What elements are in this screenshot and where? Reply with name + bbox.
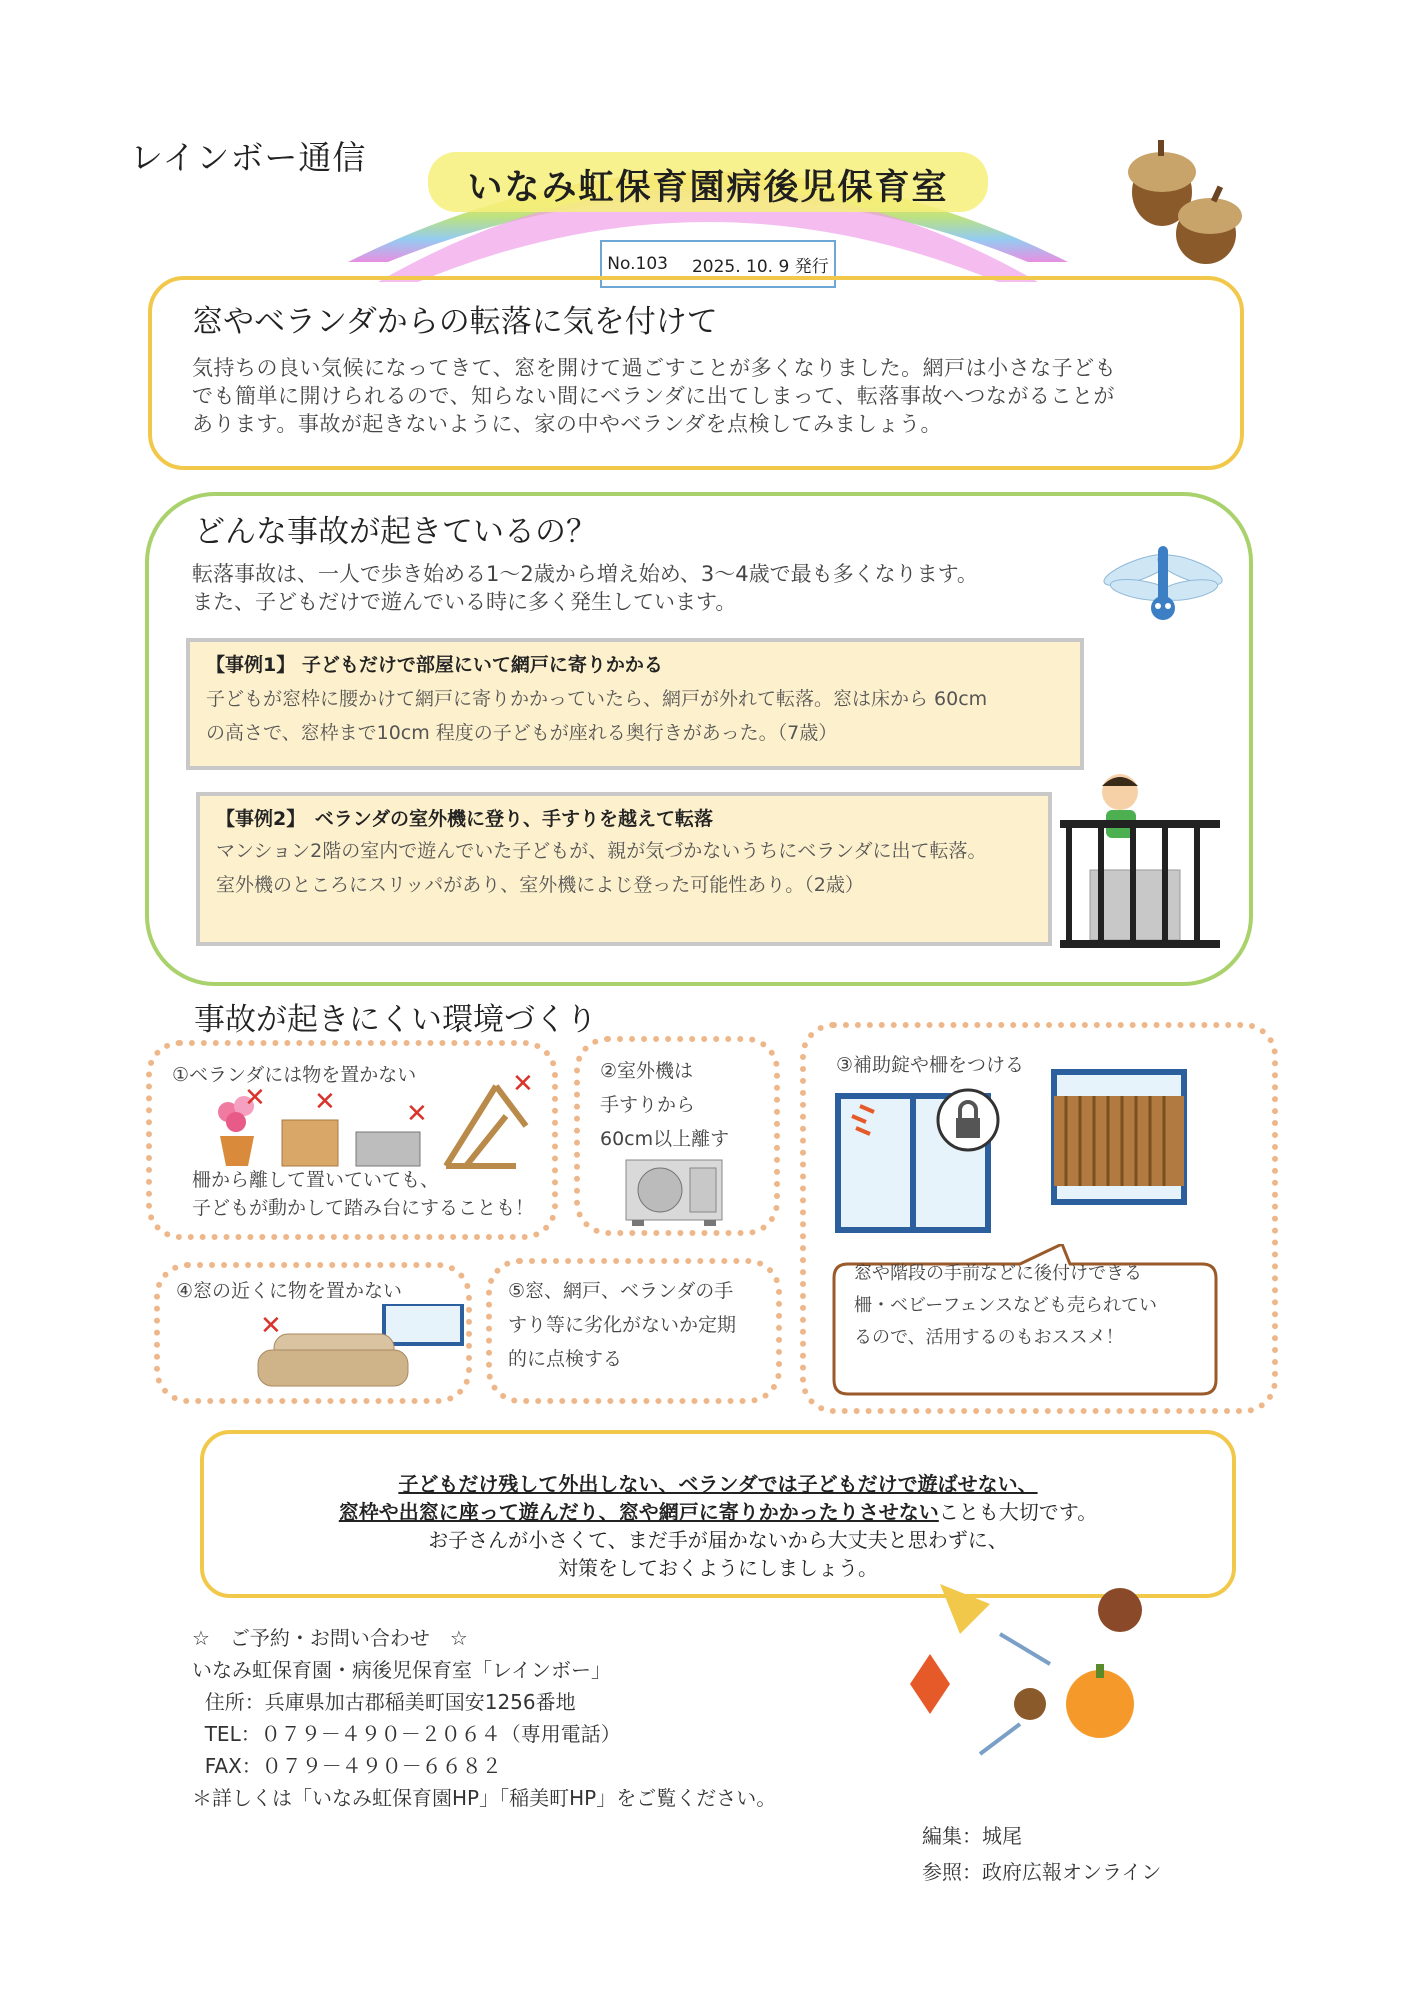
autumn-leaves-icon [880,1574,1210,1774]
case-title: 【事例1】 子どもだけで部屋にいて網戸に寄りかかる [206,654,663,676]
body-line: あります。事故が起きないように、家の中やベランダを点検してみましょう。 [192,412,942,436]
section-title: 事故が起きにくい環境づくり [194,1002,597,1038]
svg-text:✕: ✕ [260,1311,282,1341]
tip-line: すり等に劣化がないか定期 [508,1314,737,1336]
outdoor-unit-icon [624,1158,724,1228]
message-line [200,1498,1236,1526]
bubble-line: 窓や階段の手前などに後付けできる [854,1263,1142,1284]
issue-number: No.103 [607,254,668,274]
message-text [200,1470,1236,1582]
editor: 編集：城尾 [922,1824,1022,1848]
tip-note [192,1166,534,1222]
tip-title: ①ベランダには物を置かない [172,1064,417,1086]
contact-heading: ☆ ご予約・お問い合わせ ☆ [192,1626,468,1650]
window-lock-and-gate-icon [832,1066,1200,1236]
tip-text [508,1274,768,1376]
message-underlined: 窓枠や出窓に座って遊んだり、窓や網戸に寄りかかったりさせない [338,1500,939,1524]
bubble-line: るので、活用するのもおススメ！ [854,1327,1124,1348]
section-body [192,560,1092,616]
contact-address: 住所：兵庫県加古郡稲美町国安1256番地 [192,1690,576,1714]
contact-tel: TEL：０７９－４９０－２０６４（専用電話） [192,1722,621,1746]
case-line: 室外機のところにスリッパがあり、室外機によじ登った可能性あり。（2歳） [216,874,864,896]
message-rest: ことも大切です。 [938,1500,1098,1524]
tip-text [600,1054,729,1156]
case-text [206,682,1072,750]
note-line: 柵から離して置いていても、 [192,1169,440,1191]
tip-line: 60cm以上離す [600,1128,730,1150]
case-title: 【事例2】 ベランダの室外機に登り、手すりを越えて転落 [216,808,713,830]
body-line: また、子どもだけで遊んでいる時に多く発生しています。 [192,590,737,614]
message-line: 対策をしておくようにしましょう。 [558,1556,878,1580]
contact-fax: FAX：０７９－４９０－６６８２ [192,1754,502,1778]
issue-date: 2025. 10. 9 発行 [691,256,829,277]
svg-text:✕: ✕ [406,1099,428,1129]
reference: 参照：政府広報オンライン [922,1860,1162,1884]
case-line: の高さで、窓枠まで10cm 程度の子どもが座れる奥行きがあった。（7歳） [206,722,838,744]
credits [922,1818,1161,1890]
sofa-near-window-icon [254,1304,464,1400]
bubble-text [854,1258,1204,1354]
body-line: 気持ちの良い気候になってきて、窓を開けて過ごすことが多くなりました。網戸は小さな子ども [192,356,1117,380]
section-title: 窓やベランダからの転落に気を付けて [192,304,718,340]
body-line: でも簡単に開けられるので、知らない間にベランダに出てしまって、転落事故へつながることが [192,384,1115,408]
bubble-line: 柵・ベビーフェンスなども売られてい [854,1295,1157,1316]
dragonfly-icon [1098,540,1228,630]
tip-line: 手すりから [600,1094,696,1116]
note-line: 子どもが動かして踏み台にすることも！ [192,1197,535,1219]
section-body [192,354,1222,438]
tip-title: ③補助錠や柵をつける [836,1054,1025,1076]
series-title: レインボー通信 [130,138,367,177]
contact-note: ＊詳しくは「いなみ虹保育園HP」「稲美町HP」をご覧ください。 [192,1786,777,1810]
svg-text:✕: ✕ [512,1069,534,1099]
contact-name: いなみ虹保育園・病後児保育室「レインボー」 [192,1658,611,1682]
tip-title: ④窓の近くに物を置かない [176,1280,403,1302]
message-line: 子どもだけ残して外出しない、ベランダでは子どもだけで遊ばせない、 [398,1472,1038,1496]
contact-info [192,1622,776,1814]
section-title: どんな事故が起きているの？ [194,514,597,550]
case-line: マンション2階の室内で遊んでいた子どもが、親が気づかないうちにベランダに出て転落。 [216,840,987,862]
svg-text:✕: ✕ [244,1083,266,1113]
org-title: いなみ虹保育園病後児保育室 [467,168,949,208]
acorn-icon [1110,132,1250,272]
tip-line: ⑤窓、網戸、ベランダの手 [508,1280,734,1302]
case-text [216,834,1052,902]
tip-line: ②室外機は [600,1060,694,1082]
balcony-items-icon [206,1066,552,1176]
tip-line: 的に点検する [508,1348,623,1370]
svg-text:✕: ✕ [314,1087,336,1117]
case-line: 子どもが窓枠に腰かけて網戸に寄りかかっていたら、網戸が外れて転落。窓は床から 60cm [206,688,988,710]
body-line: 転落事故は、一人で歩き始める1～2歳から増え始め、3～4歳で最も多くなります。 [192,562,978,586]
child-on-balcony-icon [1060,770,1220,950]
message-line: お子さんが小さくて、まだ手が届かないから大丈夫と思わずに、 [428,1528,1008,1552]
